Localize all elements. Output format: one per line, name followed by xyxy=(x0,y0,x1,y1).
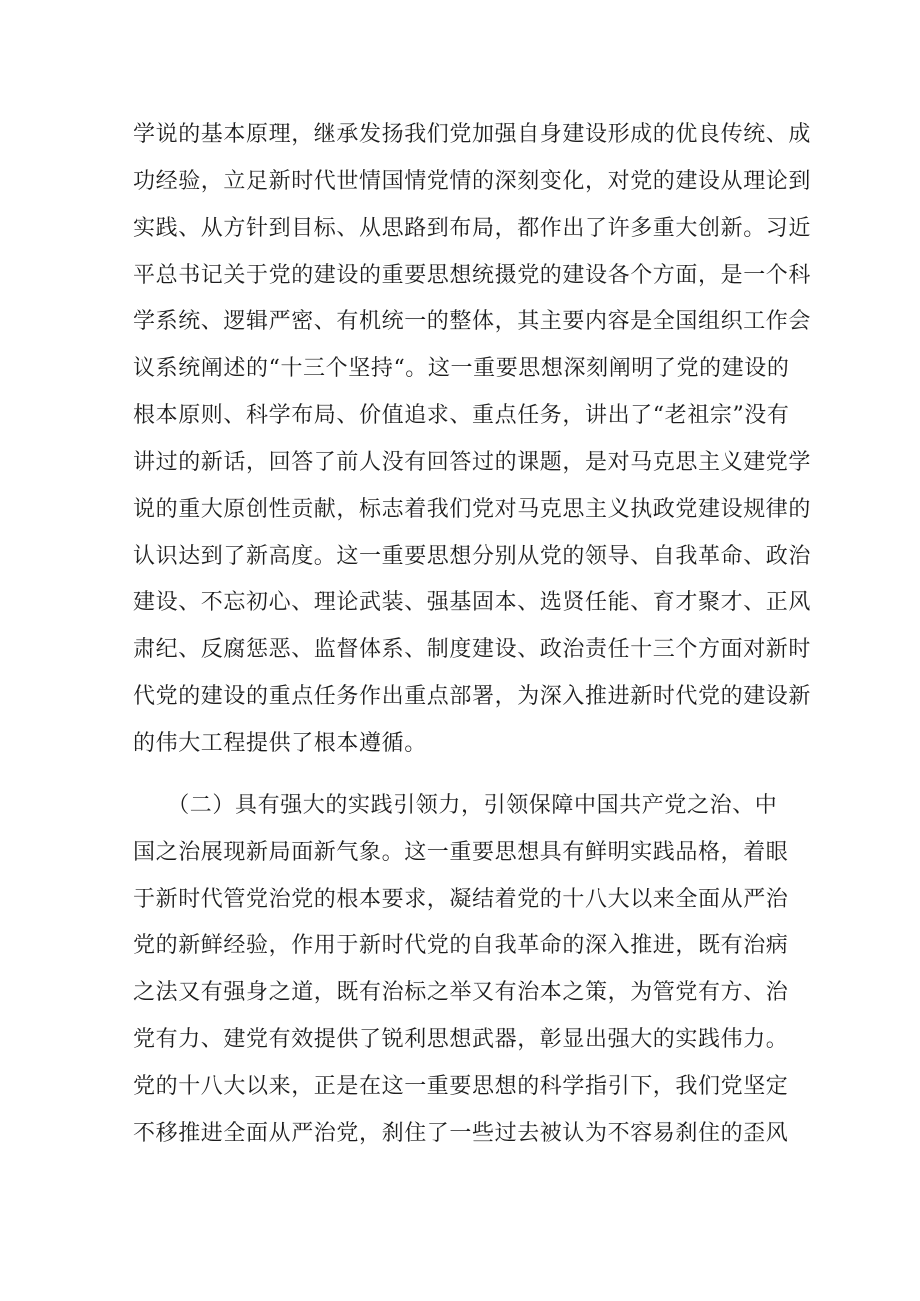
text-line: 党的十八大以来，正是在这一重要思想的科学指引下，我们党坚定 xyxy=(133,1073,789,1099)
paragraph-2 xyxy=(133,783,793,1158)
paragraph-spacer xyxy=(133,768,793,783)
text-line: 于新时代管党治党的根本要求，凝结着党的十八大以来全面从严治 xyxy=(133,886,789,912)
text-line: 之法又有强身之道，既有治标之举又有治本之策，为管党有方、治 xyxy=(133,980,789,1006)
text-line: 学系统、逻辑严密、有机统一的整体，其主要内容是全国组织工作会 xyxy=(133,309,812,335)
text-line: 实践、从方针到目标、从思路到布局，都作出了许多重大创新。习近 xyxy=(133,215,812,241)
text-line: 肃纪、反腐惩恶、监督体系、制度建设、政治责任十三个方面对新时 xyxy=(133,637,812,663)
paragraph-1 xyxy=(133,112,812,768)
text-line: 代党的建设的重点任务作出重点部署，为深入推进新时代党的建设新 xyxy=(133,684,812,710)
text-line: 党有力、建党有效提供了锐利思想武器，彰显出强大的实践伟力。 xyxy=(133,1027,789,1053)
text-line: 国之治展现新局面新气象。这一重要思想具有鲜明实践品格，着眼 xyxy=(133,839,789,865)
text-line: 建设、不忘初心、理论武装、强基固本、选贤任能、育才聚才、正风 xyxy=(133,590,812,616)
text-line: 党的新鲜经验，作用于新时代党的自我革命的深入推进，既有治病 xyxy=(133,933,789,959)
text-line: 讲过的新话，回答了前人没有回答过的课题，是对马克思主义建党学 xyxy=(133,449,812,475)
text-line: 议系统阐述的“十三个坚持“。这一重要思想深刻阐明了党的建设的 xyxy=(133,356,790,382)
text-line: 不移推进全面从严治党，刹住了一些过去被认为不容易刹住的歪风 xyxy=(133,1120,789,1146)
text-line: 学说的基本原理，继承发扬我们党加强自身建设形成的优良传统、成 xyxy=(133,122,812,147)
text-line: 认识达到了新高度。这一重要思想分别从党的领导、自我革命、政治 xyxy=(133,543,812,569)
text-line: 的伟大工程提供了根本遵循。 xyxy=(133,730,427,756)
document-body xyxy=(133,112,812,1158)
text-line: 平总书记关于党的建设的重要思想统摄党的建设各个方面，是一个科 xyxy=(133,262,812,288)
text-line: 说的重大原创性贡献，标志着我们党对马克思主义执政党建设规律的 xyxy=(133,496,812,522)
text-line: 根本原则、科学布局、价值追求、重点任务，讲出了“老祖宗”没有 xyxy=(133,403,790,429)
text-line: 功经验，立足新时代世情国情党情的深刻变化，对党的建设从理论到 xyxy=(133,168,812,194)
text-line: （二）具有强大的实践引领力，引领保障中国共产党之治、中 xyxy=(133,792,778,818)
